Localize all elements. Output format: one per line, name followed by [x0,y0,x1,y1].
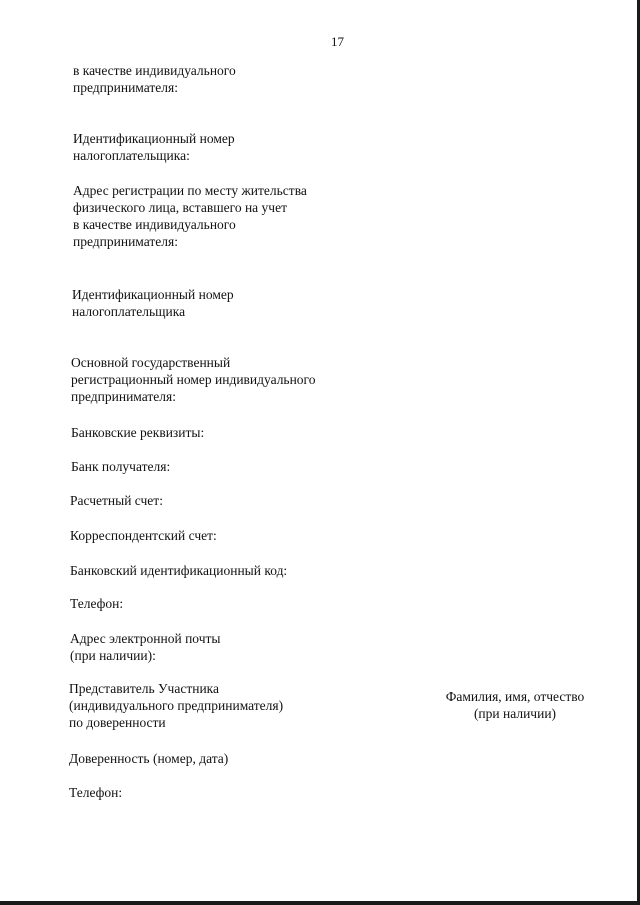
field-line: в качестве индивидуального [73,217,236,232]
field-line: Представитель Участника [69,681,220,696]
field-line: Банк получателя: [71,459,171,474]
field-line: предпринимателя: [71,389,176,404]
field-registration-address [73,182,307,250]
field-line: предпринимателя: [73,234,178,249]
field-bank-details [71,424,204,441]
field-inn-1 [73,130,235,164]
field-line: налогоплательщика [72,304,186,319]
field-power-of-attorney [69,750,228,767]
field-line: Идентификационный номер [73,131,235,146]
field-line: Адрес электронной почты [70,631,221,646]
representative-name-caption [430,688,600,722]
field-line: по доверенности [69,715,166,730]
field-line: Доверенность (номер, дата) [69,751,229,766]
field-line: предпринимателя: [73,80,178,95]
field-line: в качестве индивидуального [73,63,236,78]
field-correspondent-account [70,527,217,544]
field-line: Основной государственный [71,355,231,370]
page-number: 17 [331,34,344,49]
field-line: налогоплательщика: [73,148,190,163]
field-line: регистрационный номер индивидуального [71,372,316,387]
field-line: Банковский идентификационный код: [70,563,288,578]
field-line: Телефон: [69,785,123,800]
field-line: Банковские реквизиты: [71,425,205,440]
field-line: Идентификационный номер [72,287,234,302]
caption-line: (при наличии) [473,706,557,721]
field-line: (при наличии): [70,648,156,663]
field-representative [69,680,283,731]
caption-line: Фамилия, имя, отчество [445,689,585,704]
field-phone-2 [69,784,122,801]
field-bic [70,562,287,579]
field-inn-2 [72,286,234,320]
field-line: Адрес регистрации по месту жительства [73,183,307,198]
field-beneficiary-bank [71,458,170,475]
field-line: физического лица, вставшего на учет [73,200,287,215]
field-settlement-account [70,492,163,509]
field-phone-1 [70,595,123,612]
scan-edge-bottom [0,901,640,905]
field-line: Расчетный счет: [70,493,163,508]
field-line: Корреспондентский счет: [70,528,217,543]
field-ip-registration-tail [73,62,236,96]
field-email [70,630,220,664]
field-ogrnip [71,354,316,405]
field-line: (индивидуального предпринимателя) [69,698,284,713]
field-line: Телефон: [70,596,124,611]
